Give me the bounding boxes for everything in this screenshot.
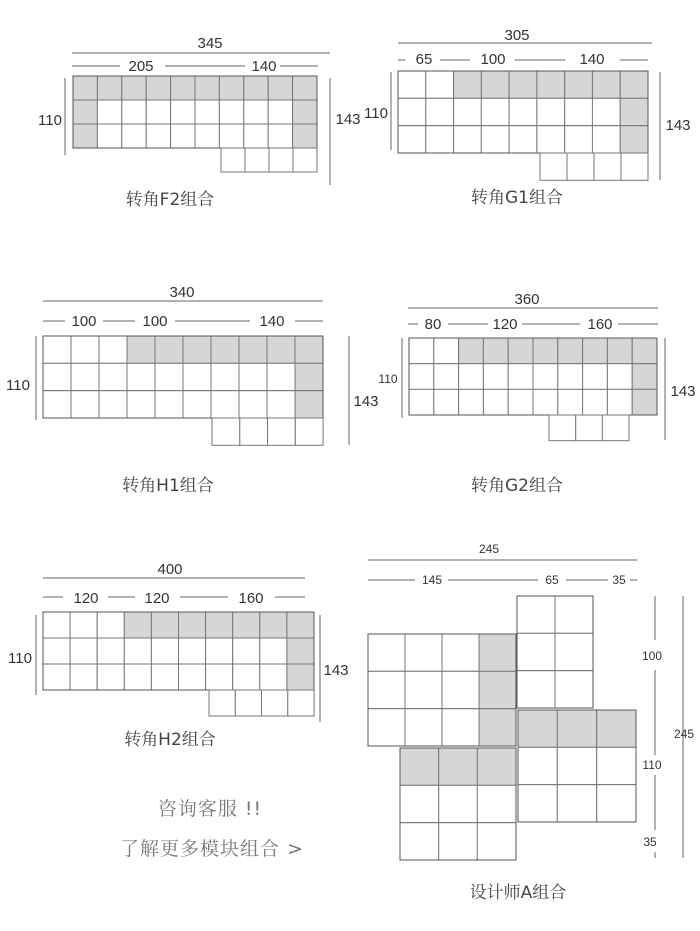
backrest-cushion: [583, 338, 608, 364]
seat-cushion: [583, 389, 608, 415]
sofa-module-grid: [518, 710, 636, 822]
corner-depth-label: 143: [670, 383, 696, 400]
contact-service-text[interactable]: 咨询客服 !!: [157, 798, 263, 820]
chaise-cushion: [295, 418, 323, 445]
more-combinations-link[interactable]: 了解更多模块组合 >: [120, 838, 304, 860]
backrest-cushion: [477, 748, 516, 785]
backrest-cushion: [124, 612, 151, 638]
seat-cushion: [97, 124, 121, 148]
backrest-cushion: [518, 710, 557, 747]
segment-label: 140: [259, 313, 285, 330]
seat-cushion: [211, 391, 239, 418]
seat-cushion: [219, 124, 243, 148]
overall-width-label: 345: [197, 35, 223, 52]
backrest-cushion: [268, 76, 292, 100]
corner-depth-label: 143: [665, 117, 691, 134]
backrest-cushion: [183, 336, 211, 363]
seat-cushion: [122, 100, 146, 124]
backrest-cushion: [206, 612, 233, 638]
seat-cushion: [483, 364, 508, 390]
depth-label: 110: [38, 112, 62, 129]
seat-cushion: [43, 363, 71, 390]
combo-caption: 转角F2组合: [125, 190, 215, 210]
chaise-cushion: [240, 418, 268, 445]
seat-cushion: [508, 389, 533, 415]
seat-cushion: [267, 363, 295, 390]
backrest-cushion: [244, 76, 268, 100]
combo-caption: 转角G2组合: [471, 476, 563, 496]
backrest-cushion: [195, 76, 219, 100]
seat-cushion: [171, 100, 195, 124]
backrest-cushion: [479, 709, 516, 746]
seat-cushion: [127, 363, 155, 390]
backrest-cushion: [171, 76, 195, 100]
backrest-cushion: [287, 612, 314, 638]
chaise-cushion: [209, 690, 235, 716]
seat-cushion: [565, 98, 593, 125]
backrest-cushion: [73, 124, 97, 148]
backrest-cushion: [97, 76, 121, 100]
seat-cushion: [518, 747, 557, 784]
combo-g2: [378, 291, 695, 496]
backrest-cushion: [122, 76, 146, 100]
backrest-cushion: [260, 612, 287, 638]
seat-cushion: [71, 391, 99, 418]
backrest-cushion: [454, 71, 482, 98]
seat-cushion: [151, 638, 178, 664]
seat-cushion: [426, 71, 454, 98]
seat-cushion: [71, 363, 99, 390]
seat-cushion: [409, 338, 434, 364]
overall-height-label: 245: [673, 727, 695, 741]
sofa-module-grid: [398, 71, 648, 180]
seat-cushion: [533, 389, 558, 415]
sofa-module-grid: [73, 76, 317, 172]
seat-cushion: [558, 364, 583, 390]
backrest-cushion: [607, 338, 632, 364]
seat-cushion: [43, 391, 71, 418]
sofa-module-grid: [43, 336, 323, 445]
backrest-cushion: [481, 71, 509, 98]
segment-label: 140: [251, 58, 277, 75]
seat-cushion: [43, 664, 70, 690]
seat-cushion: [71, 336, 99, 363]
seat-cushion: [555, 596, 593, 633]
seat-cushion: [211, 363, 239, 390]
seat-cushion: [268, 124, 292, 148]
overall-width-label: 245: [478, 542, 500, 556]
seat-cushion: [555, 671, 593, 708]
segment-label: 160: [587, 316, 613, 333]
backrest-cushion: [293, 76, 317, 100]
seat-cushion: [219, 100, 243, 124]
seat-cushion: [398, 98, 426, 125]
backrest-cushion: [267, 336, 295, 363]
seat-cushion: [398, 71, 426, 98]
seat-cushion: [368, 671, 405, 708]
backrest-cushion: [537, 71, 565, 98]
sofa-module-grid: [400, 748, 516, 860]
backrest-cushion: [483, 338, 508, 364]
backrest-cushion: [565, 71, 593, 98]
seat-cushion: [244, 100, 268, 124]
combo-h1: [6, 284, 378, 496]
backrest-cushion: [533, 338, 558, 364]
segment-label: 100: [142, 313, 168, 330]
seat-cushion: [537, 126, 565, 153]
combo-f2: [38, 35, 360, 210]
seat-cushion: [70, 638, 97, 664]
backrest-cushion: [155, 336, 183, 363]
backrest-cushion: [293, 124, 317, 148]
backrest-cushion: [632, 364, 657, 390]
seat-cushion: [239, 391, 267, 418]
seat-cushion: [171, 124, 195, 148]
combo-h2: [8, 561, 348, 750]
chaise-cushion: [540, 153, 567, 180]
backrest-cushion: [287, 638, 314, 664]
seat-cushion: [557, 785, 596, 822]
sofa-module-grid: [368, 634, 516, 746]
backrest-cushion: [509, 71, 537, 98]
seat-cushion: [43, 638, 70, 664]
seat-cushion: [239, 363, 267, 390]
backrest-cushion: [73, 76, 97, 100]
seat-cushion: [409, 389, 434, 415]
seat-cushion: [260, 638, 287, 664]
chaise-cushion: [576, 415, 603, 441]
combo-designer-a: [368, 542, 694, 903]
combo-caption: 转角H2组合: [124, 730, 216, 750]
seat-cushion: [533, 364, 558, 390]
seat-cushion: [400, 823, 439, 860]
seat-cushion: [557, 747, 596, 784]
backrest-cushion: [127, 336, 155, 363]
seat-cushion: [99, 391, 127, 418]
chaise-cushion: [235, 690, 261, 716]
seat-cushion: [517, 671, 555, 708]
chaise-cushion: [567, 153, 594, 180]
seat-cushion: [481, 126, 509, 153]
seat-cushion: [426, 98, 454, 125]
chaise-cushion: [594, 153, 621, 180]
backrest-cushion: [597, 710, 636, 747]
seat-cushion: [592, 126, 620, 153]
height-label: 35: [643, 835, 657, 849]
seat-cushion: [368, 634, 405, 671]
seat-cushion: [537, 98, 565, 125]
seat-cushion: [442, 709, 479, 746]
seat-cushion: [146, 124, 170, 148]
segment-label: 120: [73, 590, 99, 607]
segment-label: 145: [421, 573, 443, 587]
backrest-cushion: [508, 338, 533, 364]
seat-cushion: [483, 389, 508, 415]
seat-cushion: [509, 98, 537, 125]
seat-cushion: [434, 364, 459, 390]
seat-cushion: [233, 664, 260, 690]
backrest-cushion: [479, 634, 516, 671]
overall-width-label: 340: [169, 284, 195, 301]
seat-cushion: [179, 664, 206, 690]
seat-cushion: [400, 785, 439, 822]
seat-cushion: [179, 638, 206, 664]
seat-cushion: [70, 664, 97, 690]
seat-cushion: [518, 785, 557, 822]
seat-cushion: [439, 823, 478, 860]
seat-cushion: [454, 126, 482, 153]
overall-width-label: 360: [514, 291, 540, 308]
seat-cushion: [597, 785, 636, 822]
segment-label: 120: [492, 316, 518, 333]
seat-cushion: [151, 664, 178, 690]
chaise-cushion: [621, 153, 648, 180]
backrest-cushion: [73, 100, 97, 124]
segment-label: 140: [579, 51, 605, 68]
seat-cushion: [368, 709, 405, 746]
seat-cushion: [127, 391, 155, 418]
backrest-cushion: [620, 98, 648, 125]
chaise-cushion: [293, 148, 317, 172]
seat-cushion: [195, 100, 219, 124]
chaise-cushion: [288, 690, 314, 716]
height-label: 100: [641, 649, 663, 663]
backrest-cushion: [620, 126, 648, 153]
chaise-cushion: [602, 415, 629, 441]
seat-cushion: [439, 785, 478, 822]
seat-cushion: [607, 389, 632, 415]
sofa-module-grid: [517, 596, 593, 708]
segment-label: 100: [480, 51, 506, 68]
seat-cushion: [398, 126, 426, 153]
seat-cushion: [155, 363, 183, 390]
backrest-cushion: [558, 338, 583, 364]
seat-cushion: [268, 100, 292, 124]
seat-cushion: [206, 664, 233, 690]
sofa-module-grid: [409, 338, 657, 441]
backrest-cushion: [211, 336, 239, 363]
seat-cushion: [183, 391, 211, 418]
seat-cushion: [233, 638, 260, 664]
seat-cushion: [43, 336, 71, 363]
backrest-cushion: [239, 336, 267, 363]
seat-cushion: [183, 363, 211, 390]
seat-cushion: [206, 638, 233, 664]
seat-cushion: [592, 98, 620, 125]
depth-label: 110: [378, 372, 398, 386]
segment-label: 65: [415, 51, 433, 68]
seat-cushion: [477, 823, 516, 860]
backrest-cushion: [146, 76, 170, 100]
backrest-cushion: [295, 363, 323, 390]
seat-cushion: [607, 364, 632, 390]
corner-depth-label: 143: [323, 662, 349, 679]
backrest-cushion: [151, 612, 178, 638]
backrest-cushion: [233, 612, 260, 638]
chaise-cushion: [212, 418, 240, 445]
backrest-cushion: [479, 671, 516, 708]
backrest-cushion: [439, 748, 478, 785]
seat-cushion: [481, 98, 509, 125]
backrest-cushion: [400, 748, 439, 785]
seat-cushion: [70, 612, 97, 638]
seat-cushion: [509, 126, 537, 153]
backrest-cushion: [293, 100, 317, 124]
height-label: 110: [642, 758, 662, 772]
seat-cushion: [434, 389, 459, 415]
backrest-cushion: [295, 391, 323, 418]
backrest-cushion: [632, 338, 657, 364]
seat-cushion: [146, 100, 170, 124]
seat-cushion: [597, 747, 636, 784]
segment-label: 205: [128, 58, 154, 75]
backrest-cushion: [620, 71, 648, 98]
seat-cushion: [43, 612, 70, 638]
backrest-cushion: [295, 336, 323, 363]
combo-caption: 转角H1组合: [122, 476, 214, 496]
combo-caption: 转角G1组合: [471, 188, 563, 208]
seat-cushion: [555, 633, 593, 670]
segment-label: 160: [238, 590, 264, 607]
seat-cushion: [97, 100, 121, 124]
segment-label: 120: [144, 590, 170, 607]
seat-cushion: [405, 671, 442, 708]
backrest-cushion: [557, 710, 596, 747]
seat-cushion: [454, 98, 482, 125]
seat-cushion: [565, 126, 593, 153]
depth-label: 110: [364, 105, 388, 122]
seat-cushion: [508, 364, 533, 390]
chaise-cushion: [268, 418, 296, 445]
seat-cushion: [99, 336, 127, 363]
seat-cushion: [442, 671, 479, 708]
sofa-module-grid: [43, 612, 314, 716]
overall-width-label: 400: [157, 561, 183, 578]
seat-cushion: [434, 338, 459, 364]
seat-cushion: [195, 124, 219, 148]
seat-cushion: [267, 391, 295, 418]
backrest-cushion: [632, 389, 657, 415]
seat-cushion: [99, 363, 127, 390]
seat-cushion: [517, 596, 555, 633]
seat-cushion: [459, 364, 484, 390]
seat-cushion: [155, 391, 183, 418]
seat-cushion: [442, 634, 479, 671]
backrest-cushion: [179, 612, 206, 638]
overall-width-label: 305: [504, 27, 530, 44]
combo-g1: [364, 27, 690, 208]
backrest-cushion: [287, 664, 314, 690]
seat-cushion: [583, 364, 608, 390]
seat-cushion: [477, 785, 516, 822]
segment-label: 80: [424, 316, 442, 333]
seat-cushion: [405, 709, 442, 746]
chaise-cushion: [245, 148, 269, 172]
segment-label: 65: [545, 573, 559, 587]
seat-cushion: [517, 633, 555, 670]
seat-cushion: [260, 664, 287, 690]
seat-cushion: [122, 124, 146, 148]
seat-cushion: [97, 664, 124, 690]
seat-cushion: [124, 664, 151, 690]
segment-label: 35: [612, 573, 626, 587]
seat-cushion: [97, 638, 124, 664]
depth-label: 110: [8, 650, 32, 667]
seat-cushion: [558, 389, 583, 415]
chaise-cushion: [221, 148, 245, 172]
seat-cushion: [124, 638, 151, 664]
chaise-cushion: [549, 415, 576, 441]
corner-depth-label: 143: [335, 111, 361, 128]
depth-label: 110: [6, 377, 30, 394]
combo-caption: 设计师A组合: [469, 883, 567, 903]
backrest-cushion: [219, 76, 243, 100]
seat-cushion: [426, 126, 454, 153]
segment-label: 100: [71, 313, 97, 330]
corner-depth-label: 143: [353, 393, 379, 410]
seat-cushion: [459, 389, 484, 415]
backrest-cushion: [459, 338, 484, 364]
seat-cushion: [244, 124, 268, 148]
seat-cushion: [405, 634, 442, 671]
seat-cushion: [409, 364, 434, 390]
seat-cushion: [97, 612, 124, 638]
chaise-cushion: [262, 690, 288, 716]
backrest-cushion: [592, 71, 620, 98]
chaise-cushion: [269, 148, 293, 172]
